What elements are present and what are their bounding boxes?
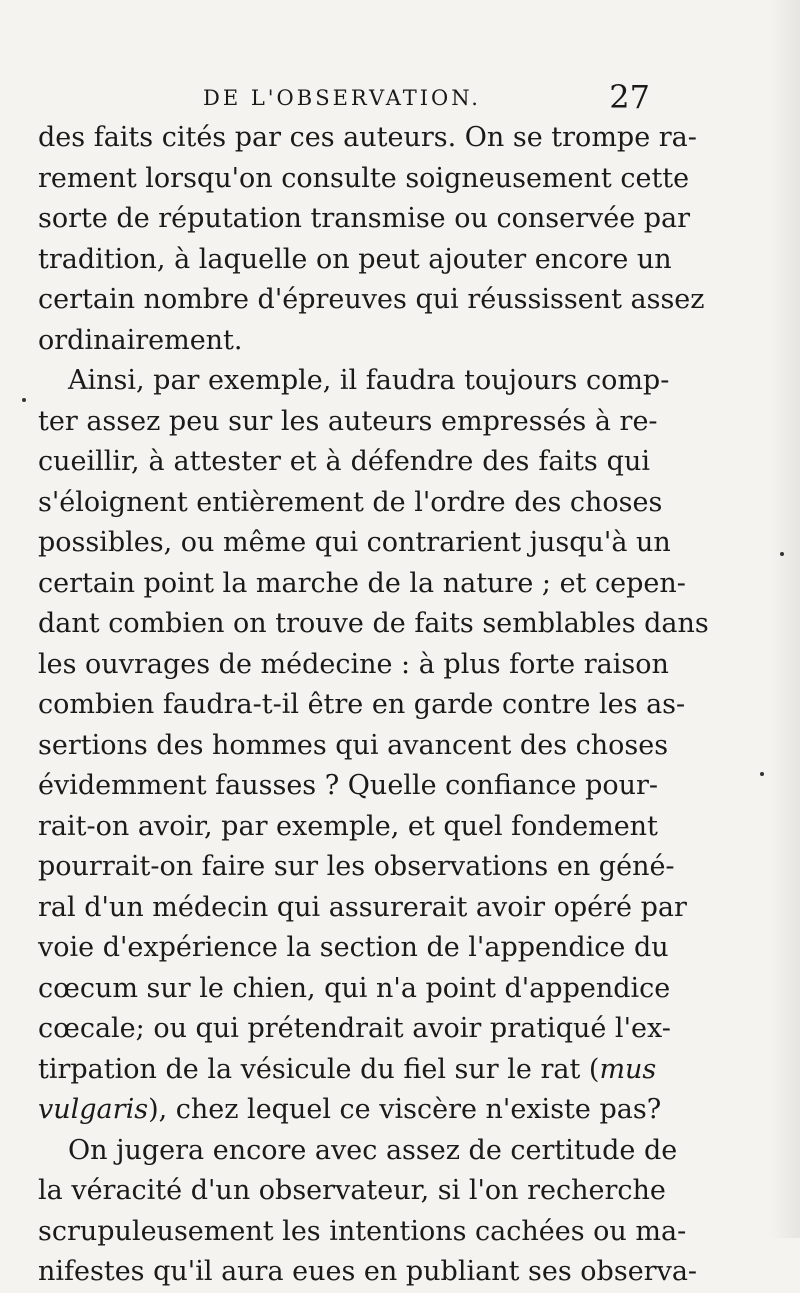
text-line: cœcum sur le chien, qui n'a point d'appendice [38, 972, 671, 1004]
text-line-with-italic [38, 1090, 662, 1131]
margin-speck [780, 552, 784, 556]
body-text [38, 118, 709, 1293]
text-line: cueillir, à attester et à défendre des faits qui [38, 446, 650, 477]
text-line: nifestes qu'il aura eues en publiant ses observa- [38, 1256, 698, 1287]
text-line: combien faudra-t-il être en garde contre les as- [38, 689, 686, 720]
text-line: s'éloignent entièrement de l'ordre des choses [38, 486, 663, 518]
text-line: sorte de réputation transmise ou conservée par [38, 203, 691, 234]
page-number: 27 [609, 78, 650, 116]
text-line: ordinairement. [38, 324, 243, 356]
text-line: ral d'un médecin qui assurerait avoir opéré par [38, 891, 687, 923]
text-line: certain nombre d'épreuves qui réussissent assez [38, 284, 705, 315]
text-line: voie d'expérience la section de l'appendice du [38, 932, 669, 963]
paragraph-start-line: Ainsi, par exemple, il faudra toujours comp- [68, 365, 670, 396]
text-line: tradition, à laquelle on peut ajouter encore un [38, 243, 672, 275]
text-line: dant combien on trouve de faits semblables dans [38, 608, 709, 639]
text-line: certain point la marche de la nature ; et cepen- [38, 567, 686, 599]
text-segment: tirpation de la vésicule du fiel sur le rat ( [38, 1053, 600, 1085]
margin-speck [22, 398, 26, 402]
margin-speck [760, 772, 764, 776]
running-title: DE L'OBSERVATION. [203, 86, 481, 110]
text-line: les ouvrages de médecine : à plus forte raison [38, 648, 669, 680]
text-segment: ), chez lequel ce viscère n'existe pas? [148, 1094, 662, 1125]
text-line: possibles, ou même qui contrarient jusqu'à un [38, 527, 671, 558]
latin-term: vulgaris [38, 1094, 149, 1125]
text-line-with-italic [38, 1050, 657, 1091]
text-line: scrupuleusement les intentions cachées ou ma- [38, 1215, 687, 1247]
text-line: sertions des hommes qui avancent des choses [38, 729, 669, 761]
text-line: évidemment fausses ? Quelle confiance pour- [38, 770, 659, 801]
text-line: des faits cités par ces auteurs. On se trompe ra- [38, 122, 697, 153]
text-line: rait-on avoir, par exemple, et quel fondement [38, 810, 658, 842]
latin-term: mus [599, 1053, 657, 1085]
text-line: pourrait-on faire sur les observations en géné- [38, 851, 675, 882]
paragraph-start-line: On jugera encore avec assez de certitude de [68, 1134, 678, 1166]
scan-edge-shadow [770, 0, 800, 1238]
text-line: cœcale; ou qui prétendrait avoir pratiqué l'ex- [38, 1013, 671, 1044]
running-head [38, 78, 650, 118]
text-line: la véracité d'un observateur, si l'on recherche [38, 1175, 666, 1206]
text-line: rement lorsqu'on consulte soigneusement cette [38, 162, 690, 194]
text-line: ter assez peu sur les auteurs empressés à re- [38, 405, 658, 437]
